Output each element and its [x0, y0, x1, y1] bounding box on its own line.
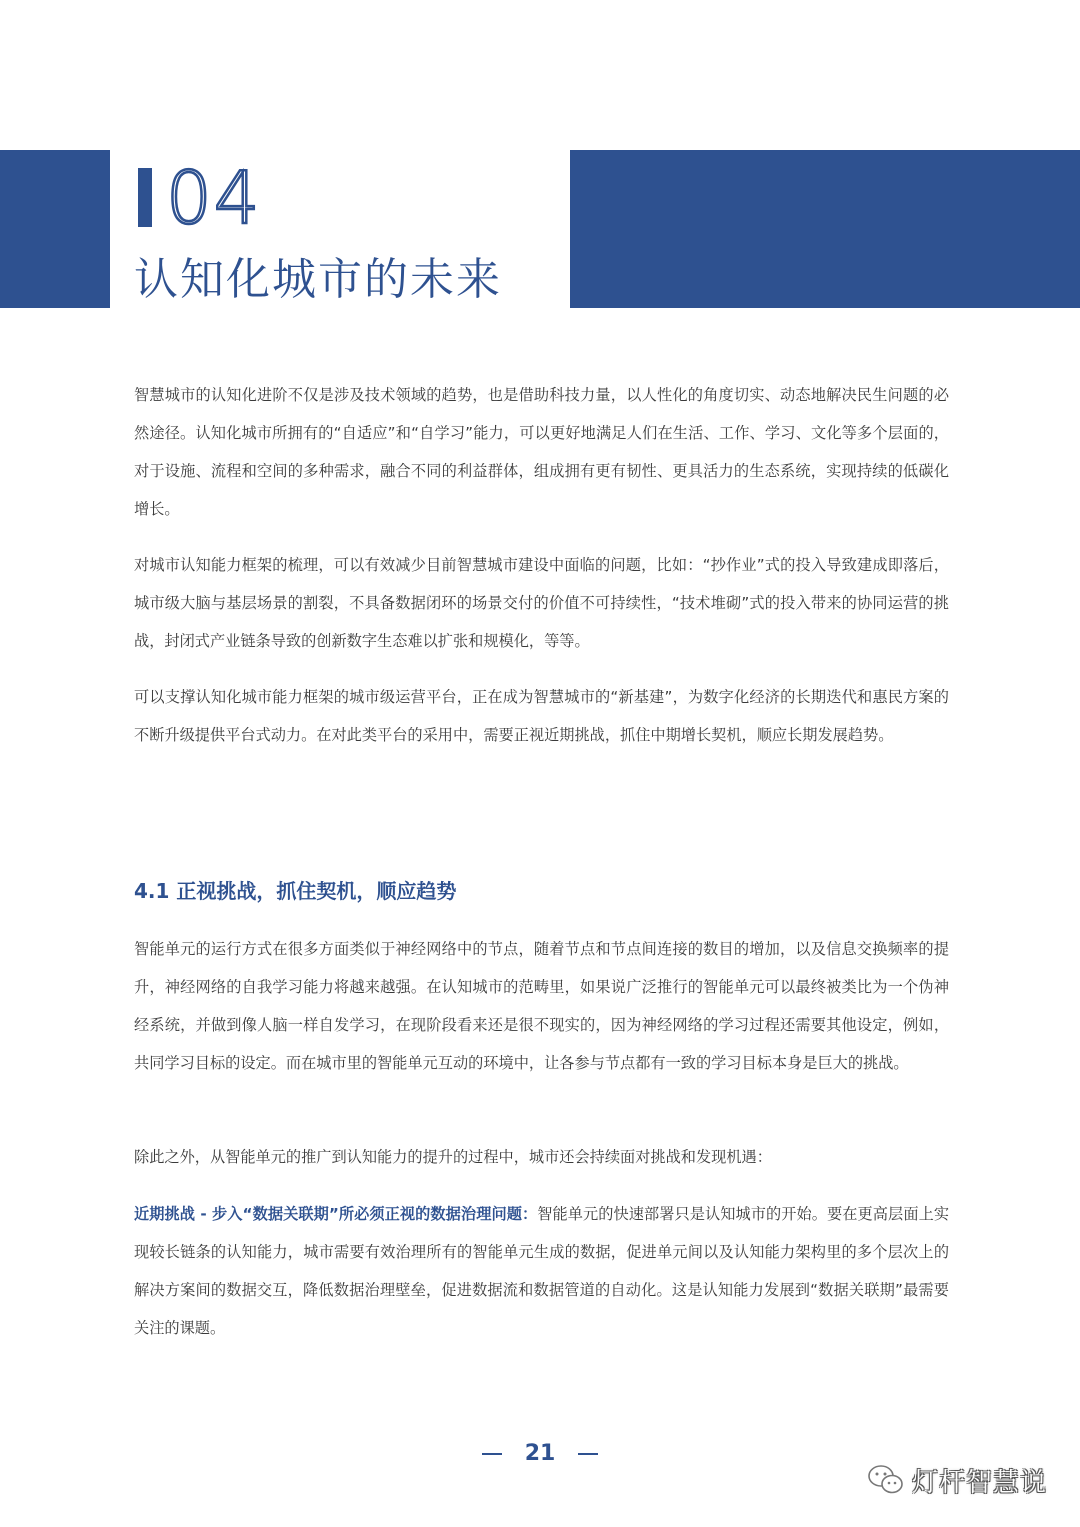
header-band-left — [0, 150, 110, 308]
header-band-right — [570, 150, 1080, 308]
chapter-title: 认知化城市的未来 — [134, 254, 502, 305]
watermark-text: 灯杆智慧说 — [912, 1467, 1048, 1498]
intro-paragraph-2: 对城市认知能力框架的梳理，可以有效减少目前智慧城市建设中面临的问题，比如：“抄作业”式的投入导致建成即落后，城市级大脑与基层场景的割裂，不具备数据闭环的场景交付的价值不可持续性，“技术堆砌”式的投入带来的协同运营的挑战，封闭式产业链条导致的创新数字生态难以扩张和规模化，等等。 — [134, 556, 949, 650]
highlight-body: 智能单元的快速部署只是认知城市的开始。要在更高层面上实现较长链条的认知能力，城市需要有效治理所有的智能单元生成的数据，促进单元间以及认知能力架构里的多个层次上的解决方案间的数据交互，降低数据治理壁垒，促进数据流和数据管道的自动化。这是认知能力发展到“数据关联期”最需要关注的课题。 — [134, 1205, 950, 1337]
footer-dash-right — [578, 1453, 598, 1455]
highlight-paragraph — [134, 1195, 949, 1347]
section-heading: 4.1 正视挑战，抓住契机，顺应趋势 — [134, 879, 457, 903]
section-paragraph-1: 智能单元的运行方式在很多方面类似于神经网络中的节点，随着节点和节点间连接的数目的增加，以及信息交换频率的提升，神经网络的自我学习能力将越来越强。在认知城市的范畴里，如果说广泛推行的智能单元可以最终被类比为一个伪神经系统，并做到像人脑一样自发学习，在现阶段看来还是很不现实的，因为神经网络的学习过程还需要其他设定，例如，共同学习目标的设定。而在城市里的智能单元互动的环境中，让各参与节点都有一致的学习目标本身是巨大的挑战。 — [134, 940, 949, 1072]
footer-dash-left — [482, 1453, 502, 1455]
chapter-number-bar — [138, 168, 152, 227]
intro-paragraph-3: 可以支撑认知化城市能力框架的城市级运营平台，正在成为智慧城市的“新基建”，为数字化经济的长期迭代和惠民方案的不断升级提供平台式动力。在对此类平台的采用中，需要正视近期挑战，抓住中期增长契机，顺应长期发展趋势。 — [134, 688, 949, 744]
wechat-icon — [866, 1463, 906, 1497]
chapter-number: 04 — [166, 156, 262, 240]
section-paragraph-2: 除此之外，从智能单元的推广到认知能力的提升的过程中，城市还会持续面对挑战和发现机遇： — [134, 1148, 772, 1166]
watermark — [866, 1458, 1047, 1502]
intro-paragraph-1: 智慧城市的认知化进阶不仅是涉及技术领域的趋势，也是借助科技力量，以人性化的角度切实、动态地解决民生问题的必然途径。认知化城市所拥有的“自适应”和“自学习”能力，可以更好地满足人们在生活、工作、学习、文化等多个层面的，对于设施、流程和空间的多种需求，融合不同的利益群体，组成拥有更有韧性、更具活力的生态系统，实现持续的低碳化增长。 — [134, 386, 949, 518]
page-number: 21 — [524, 1441, 556, 1466]
highlight-label: 近期挑战 - 步入“数据关联期”所必须正视的数据治理问题： — [134, 1205, 538, 1223]
